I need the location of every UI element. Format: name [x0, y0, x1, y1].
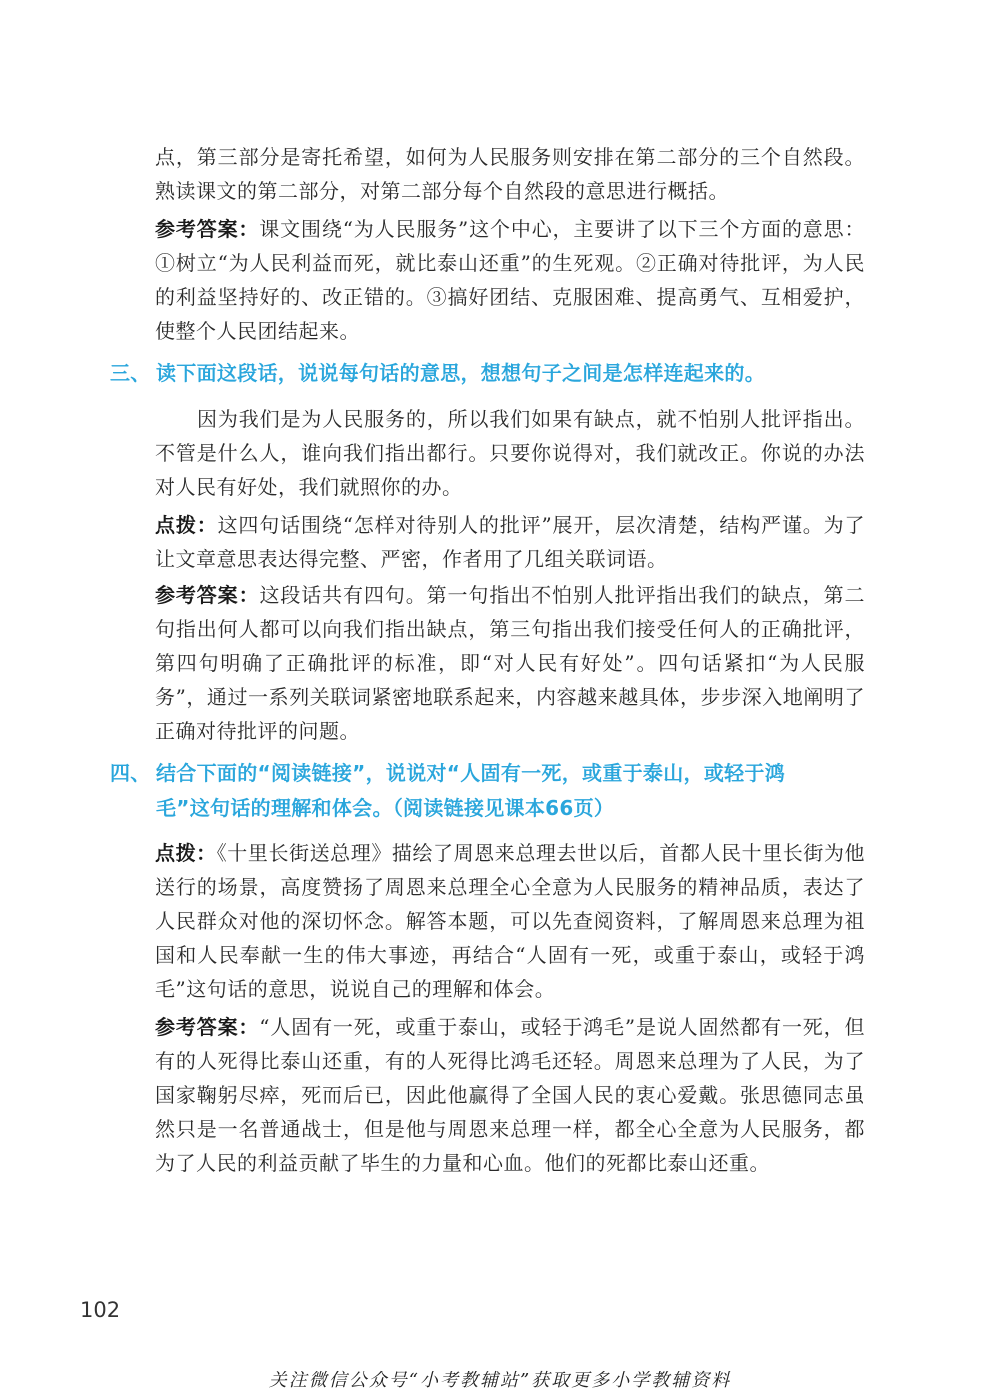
section-title-line-2: 毛”这句话的理解和体会。（阅读链接见课本66页） [156, 796, 615, 820]
footer-note: 关注微信公众号“小考教辅站”获取更多小学教辅资料 [268, 1370, 732, 1391]
tip-text: 《十里长街送总理》描绘了周恩来总理去世以后，首都人民十里长街为他送行的场景，高度赞扬了周恩来总理全心全意为人民服务的精神品质，表达了人民群众对他的深切怀念。解答本题，可以先查阅资料，了解周恩来总理为祖国和人民奉献一生的伟大事迹，再结合“人固有一死，或重于泰山，或轻于鸿毛”这句话的意思，说说自己的理解和体会。 [155, 841, 866, 1001]
answer-label: 参考答案： [155, 583, 260, 607]
tip-label: 点拨： [155, 513, 218, 537]
section-3-heading [110, 356, 870, 391]
answer-label: 参考答案： [155, 1015, 260, 1039]
answer-paragraph-4 [155, 1010, 865, 1180]
tip-text: 这四句话围绕“怎样对待别人的批评”展开，层次清楚，结构严谨。为了让文章意思表达得完整、严密，作者用了几组关联词语。 [155, 513, 866, 571]
answer-label: 参考答案： [155, 217, 260, 241]
section-title: 读下面这段话，说说每句话的意思，想想句子之间是怎样连起来的。 [156, 361, 765, 385]
section-number: 四、 [110, 761, 151, 785]
tip-paragraph-4 [155, 836, 865, 1006]
answer-paragraph-3 [155, 578, 865, 748]
section-number: 三、 [110, 361, 151, 385]
section-4-heading [110, 756, 870, 826]
intro-text: 点，第三部分是寄托希望，如何为人民服务则安排在第二部分的三个自然段。熟读课文的第二部分，对第二部分每个自然段的意思进行概括。 [155, 145, 865, 203]
section-title-line-1: 结合下面的“阅读链接”，说说对“人固有一死，或重于泰山，或轻于鸿 [156, 761, 786, 785]
tip-label: 点拨： [155, 841, 217, 865]
quote-paragraph [155, 402, 865, 504]
answer-text: 这段话共有四句。第一句指出不怕别人批评指出我们的缺点，第二句指出何人都可以向我们指出缺点，第三句指出我们接受任何人的正确批评，第四句明确了正确批评的标准，即“对人民有好处”。四句话紧扣“为人民服务”，通过一系列关联词紧密地联系起来，内容越来越具体，步步深入地阐明了正确对待批评的问题。 [155, 583, 866, 743]
page-number: 102 [80, 1298, 121, 1322]
intro-paragraph [155, 140, 865, 208]
tip-paragraph-3 [155, 508, 865, 576]
answer-paragraph-1 [155, 212, 865, 348]
quote-text: 因为我们是为人民服务的，所以我们如果有缺点，就不怕别人批评指出。不管是什么人，谁向我们指出都行。只要你说得对，我们就改正。你说的办法对人民有好处，我们就照你的办。 [155, 407, 865, 499]
answer-text: “人固有一死，或重于泰山，或轻于鸿毛”是说人固然都有一死，但有的人死得比泰山还重，有的人死得比鸿毛还轻。周恩来总理为了人民，为了国家鞠躬尽瘁，死而后已，因此他赢得了全国人民的衷心爱戴。张思德同志虽然只是一名普通战士，但是他与周恩来总理一样，都全心全意为人民服务，都为了人民的利益贡献了毕生的力量和心血。他们的死都比泰山还重。 [155, 1015, 866, 1175]
answer-text: 课文围绕“为人民服务”这个中心，主要讲了以下三个方面的意思：①树立“为人民利益而死，就比泰山还重”的生死观。②正确对待批评，为人民的利益坚持好的、改正错的。③搞好团结、克服困难、提高勇气、互相爱护，使整个人民团结起来。 [155, 217, 866, 343]
